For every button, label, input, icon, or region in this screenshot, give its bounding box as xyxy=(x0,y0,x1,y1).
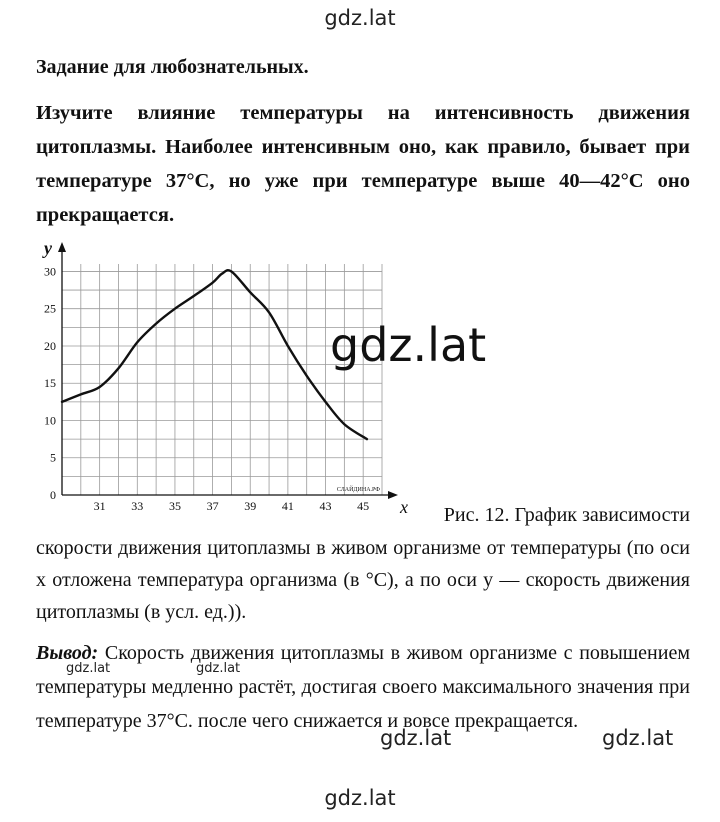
figure-caption-text: скорости движения цитоплазмы в живом организме от температуры (по оси x отложена температура организма (в °С), а по оси y — скорость движения цитоплазмы (в усл. ед.)). xyxy=(36,537,690,623)
chart-series-line xyxy=(62,270,367,439)
x-tick-label: 37 xyxy=(206,499,219,513)
temperature-chart xyxy=(28,236,408,517)
task-text: Изучите влияние температуры на интенсивность движения цитоплазмы. Наиболее интенсивным оно, как правило, бывает при температуре 37°С, но уже при температуре выше 40—42°С оно прекращается. xyxy=(36,102,690,226)
conclusion-paragraph xyxy=(36,636,690,738)
chart-ticks xyxy=(44,264,369,513)
y-tick-label: 5 xyxy=(50,450,56,465)
y-tick-label: 20 xyxy=(44,338,56,353)
x-tick-label: 43 xyxy=(319,499,332,513)
x-tick-label: 35 xyxy=(168,499,181,513)
watermark-top: gdz.lat xyxy=(324,6,396,30)
x-tick-label: 31 xyxy=(93,499,106,513)
x-tick-label: 45 xyxy=(357,499,370,513)
watermark-small-1: gdz.lat xyxy=(66,661,111,676)
figure-caption-first-line: Рис. 12. График зависимости xyxy=(443,504,690,526)
watermark-center: gdz.lat xyxy=(330,318,487,372)
y-tick-label: 0 xyxy=(50,488,56,502)
x-tick-label: 41 xyxy=(281,499,294,513)
x-tick-label: 39 xyxy=(244,499,257,513)
y-tick-label: 10 xyxy=(44,413,56,428)
section-heading: Задание для любознательных. xyxy=(36,56,309,78)
y-axis-label: y xyxy=(44,238,52,258)
chart-grid xyxy=(62,264,382,495)
x-axis-label: x xyxy=(400,497,408,517)
chart-credit: СЛАЙДИНА.РФ xyxy=(336,487,380,493)
x-tick-label: 33 xyxy=(131,499,144,513)
y-tick-label: 30 xyxy=(44,264,56,279)
watermark-bottom: gdz.lat xyxy=(324,786,396,810)
y-tick-label: 15 xyxy=(44,376,56,391)
watermark-right-2: gdz.lat xyxy=(602,726,674,750)
x-axis-arrow xyxy=(388,491,398,499)
watermark-small-2: gdz.lat xyxy=(196,661,241,676)
y-axis-arrow xyxy=(58,242,66,252)
chart-axes xyxy=(42,238,408,517)
conclusion-text: Скорость движения цитоплазмы в живом организме с повышением температуры медленно растёт, достигая своего максимального значения при температуре 37°С. после чего снижается и вовсе прекращается. xyxy=(36,642,690,732)
watermark-right-1: gdz.lat xyxy=(380,726,452,750)
conclusion-label: Вывод: xyxy=(36,642,99,664)
y-tick-label: 25 xyxy=(44,301,56,316)
